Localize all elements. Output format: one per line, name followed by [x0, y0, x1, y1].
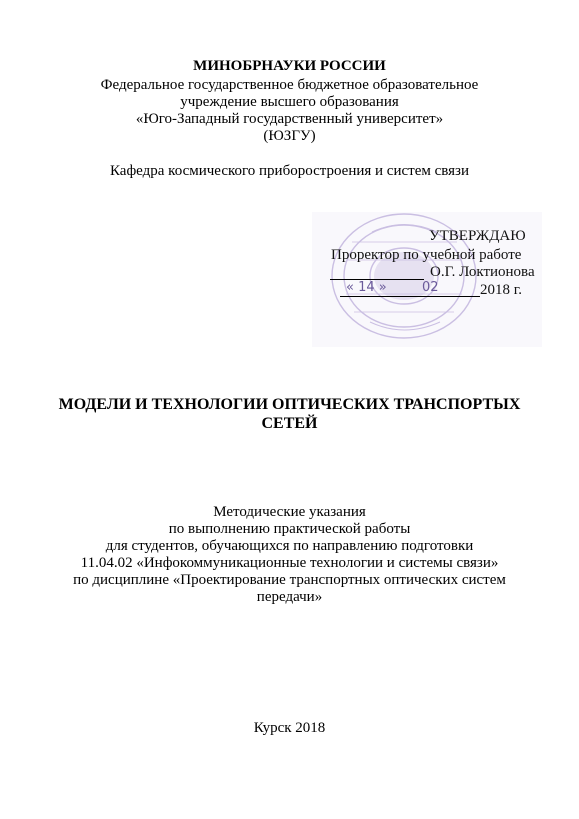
- org-line-1: Федеральное государственное бюджетное образовательное: [100, 77, 479, 93]
- city-year: Курск 2018: [253, 720, 326, 736]
- org-line-3: «Юго-Западный государственный университет»: [135, 111, 444, 127]
- description-line-2: по выполнению практической работы: [168, 521, 411, 537]
- approve-label: УТВЕРЖДАЮ: [429, 228, 526, 244]
- description-line-6: передачи»: [256, 589, 323, 605]
- description-line-3: для студентов, обучающихся по направлению подготовки: [105, 538, 474, 554]
- approver-name: О.Г. Локтионова: [430, 264, 535, 280]
- date-line: [340, 284, 480, 297]
- department-name: Кафедра космического приборостроения и систем связи: [109, 163, 470, 179]
- approval-month: 02: [422, 280, 439, 295]
- approval-year: 2018 г.: [480, 282, 522, 298]
- description-line-4: 11.04.02 «Инфокоммуникационные технологии и системы связи»: [80, 555, 499, 571]
- org-abbreviation: (ЮЗГУ): [263, 128, 316, 144]
- approval-day: « 14 »: [346, 280, 387, 295]
- approver-position: Проректор по учебной работе: [331, 247, 522, 263]
- ministry-heading: МИНОБРНАУКИ РОССИИ: [193, 58, 386, 74]
- approval-block: [312, 212, 542, 347]
- org-line-2: учреждение высшего образования: [180, 94, 399, 110]
- description-line-5: по дисциплине «Проектирование транспортных оптических систем: [73, 572, 506, 588]
- document-title-line-2: СЕТЕЙ: [261, 415, 318, 432]
- signature-line: [330, 264, 424, 280]
- description-line-1: Методические указания: [213, 504, 366, 520]
- document-title-line-1: МОДЕЛИ И ТЕХНОЛОГИИ ОПТИЧЕСКИХ ТРАНСПОРТЫХ: [58, 396, 521, 413]
